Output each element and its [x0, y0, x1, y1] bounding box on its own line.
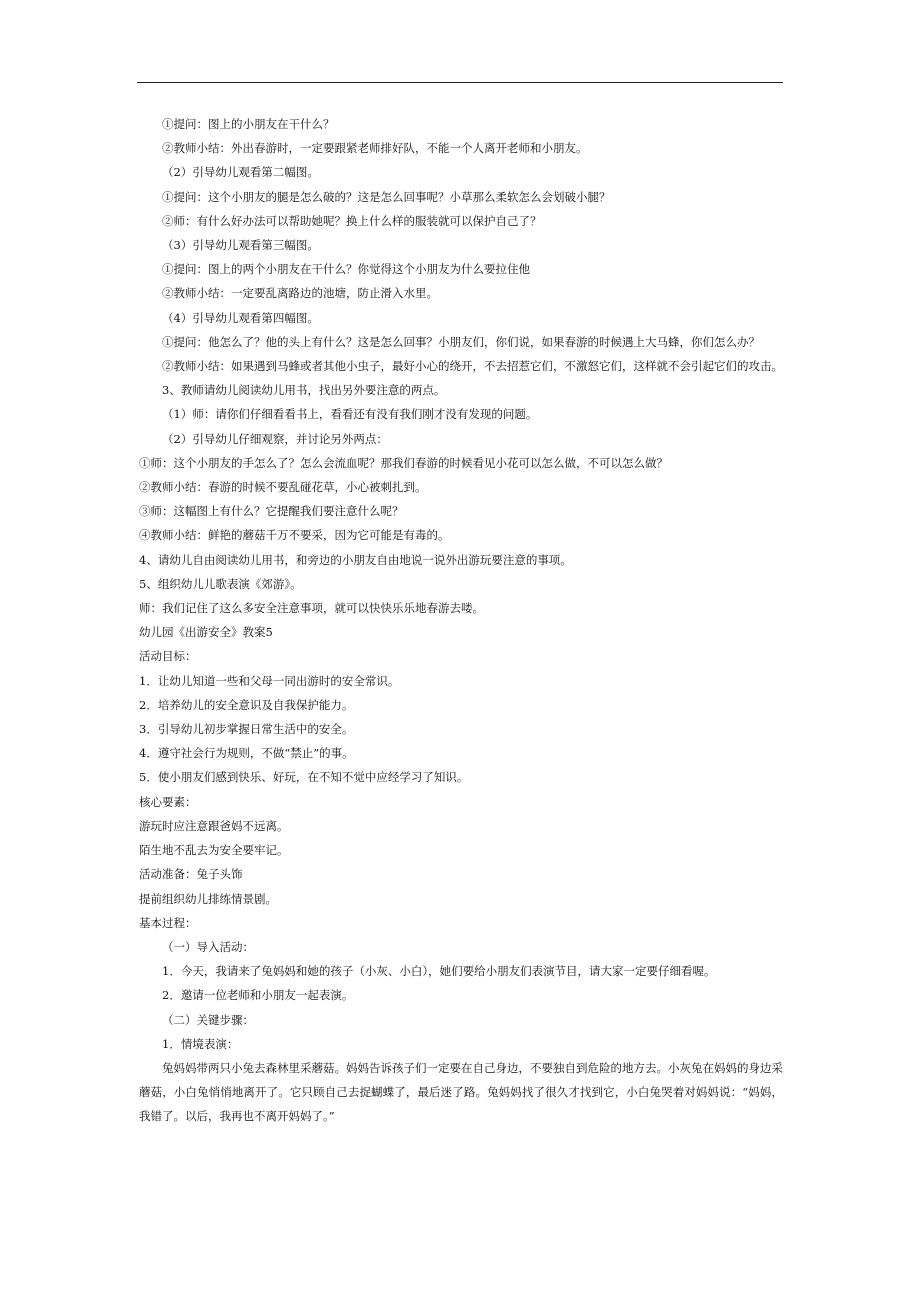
paragraph: 3、教师请幼儿阅读幼儿用书，找出另外要注意的两点。: [162, 383, 446, 398]
paragraph: （2）引导幼儿仔细观察，并讨论另外两点：: [162, 431, 388, 446]
paragraph: ③师：这幅图上有什么？它提醒我们要注意什么呢？: [139, 504, 404, 519]
paragraph: 4、请幼儿自由阅读幼儿用书，和旁边的小朋友自由地说一说外出游玩要注意的事项。: [139, 552, 572, 567]
paragraph: 提前组织幼儿排练情景剧。: [139, 891, 277, 906]
paragraph: 基本过程：: [139, 915, 197, 930]
section-title: 幼儿园《出游安全》教案5: [139, 625, 273, 640]
paragraph: ②教师小结：如果遇到马蜂或者其他小虫子，最好小心的绕开，不去招惹它们，不激怒它们，这样就不会引起它们的攻击。: [162, 359, 783, 374]
paragraph: 陌生地不乱去为安全要牢记。: [139, 843, 289, 858]
list-item: 2．邀请一位老师和小朋友一起表演。: [162, 988, 354, 1003]
list-item: 1．情境表演：: [162, 1036, 239, 1051]
paragraph: （二）关键步骤：: [162, 1012, 254, 1027]
paragraph: （4）引导幼儿观看第四幅图。: [162, 310, 319, 325]
paragraph: （1）师：请你们仔细看看书上，看看还有没有我们刚才没有发现的问题。: [162, 407, 538, 422]
paragraph: 活动准备：兔子头饰: [139, 867, 243, 882]
list-item: 1．今天，我请来了兔妈妈和她的孩子（小灰、小白），她们要给小朋友们表演节目，请大家一定要仔细看喔。: [162, 964, 716, 979]
paragraph: 游玩时应注意跟爸妈不远离。: [139, 818, 289, 833]
list-item: 5．使小朋友们感到快乐、好玩，在不知不觉中应经学习了知识。: [139, 770, 469, 785]
paragraph: （一）导入活动：: [162, 939, 254, 954]
list-item: 4．遵守社会行为规则，不做“禁止”的事。: [139, 746, 354, 761]
paragraph: ④教师小结：鲜艳的蘑菇千万不要采，因为它可能是有毒的。: [139, 528, 450, 543]
paragraph: 活动目标：: [139, 649, 197, 664]
paragraph: ①提问：这个小朋友的腿是怎么破的？这是怎么回事呢？小草那么柔软怎么会划破小腿？: [162, 189, 611, 204]
header-rule: [137, 82, 783, 83]
paragraph: ①提问：他怎么了？他的头上有什么？这是怎么回事？小朋友们，你们说，如果春游的时候遇上大马蜂，你们怎么办？: [162, 334, 760, 349]
paragraph: ①师：这个小朋友的手怎么了？怎么会流血呢？那我们春游的时候看见小花可以怎么做，不可以怎么做？: [139, 455, 668, 470]
list-item: 2．培养幼儿的安全意识及自我保护能力。: [139, 697, 354, 712]
paragraph: ②教师小结：一定要乱离路边的池塘，防止滑入水里。: [162, 286, 438, 301]
paragraph: ①提问：图上的两个小朋友在干什么？你觉得这个小朋友为什么要拉住他: [162, 262, 530, 277]
list-item: 3．引导幼儿初步掌握日常生活中的安全。: [139, 722, 354, 737]
paragraph: （2）引导幼儿观看第二幅图。: [162, 165, 319, 180]
paragraph: ②教师小结：春游的时候不要乱碰花草，小心被刺扎到。: [139, 480, 427, 495]
list-item: 1．让幼儿知道一些和父母一同出游时的安全常识。: [139, 673, 400, 688]
paragraph: ①提问：图上的小朋友在干什么？: [162, 117, 335, 131]
paragraph: 5、组织幼儿儿歌表演《郊游》。: [139, 576, 302, 591]
paragraph: 兔妈妈带两只小兔去森林里采蘑菇。妈妈告诉孩子们一定要在自己身边，不要独自到危险的地方去。小灰兔在妈妈的身边采蘑菇，小白兔悄悄地离开了。它只顾自己去捉蝴蝶了，最后迷了路。兔妈妈找了很久才找到它，小白兔哭着对妈妈说：“妈妈，我错了。以后，我再也不离开妈妈了。”: [139, 1060, 783, 1124]
paragraph: 师：我们记住了这么多安全注意事项，就可以快快乐乐地春游去喽。: [139, 601, 484, 616]
paragraph: ②教师小结：外出春游时，一定要跟紧老师排好队，不能一个人离开老师和小朋友。: [162, 141, 588, 156]
paragraph: （3）引导幼儿观看第三幅图。: [162, 238, 319, 253]
paragraph: ②师：有什么好办法可以帮助她呢？换上什么样的服装就可以保护自己了？: [162, 213, 542, 228]
paragraph: 核心要素：: [139, 794, 197, 809]
document-body: [139, 112, 783, 1129]
